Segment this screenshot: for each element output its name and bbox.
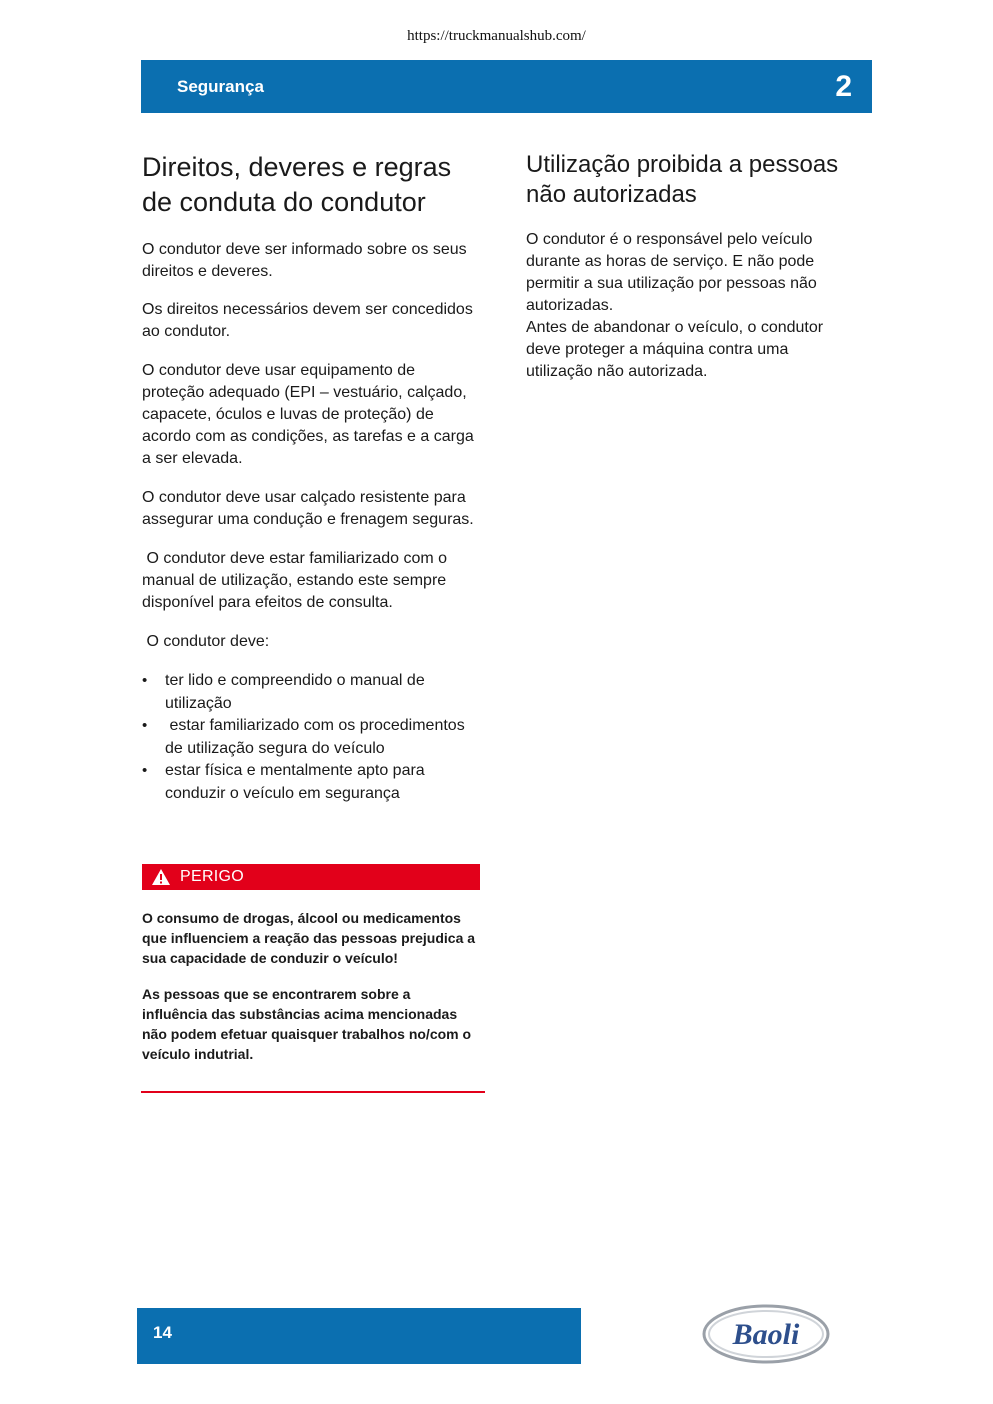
logo-text: Baoli xyxy=(732,1318,800,1351)
paragraph: O condutor deve: xyxy=(142,633,270,650)
paragraph: Os direitos necessários devem ser concedidos ao condutor. xyxy=(142,301,473,340)
paragraph: O condutor deve estar familiarizado com o manual de utilização, estando este sempre disponível para efeitos de consulta. xyxy=(142,550,452,611)
baoli-logo xyxy=(700,1302,832,1366)
danger-label: PERIGO xyxy=(180,868,245,885)
left-column-title: Direitos, deveres e regras de conduta do condutor xyxy=(142,152,452,217)
list-item: • ter lido e compreendido o manual de utilização xyxy=(142,670,477,715)
duties-list xyxy=(142,670,477,805)
section-header-bar xyxy=(141,60,872,113)
paragraph: O condutor deve usar calçado resistente para assegurar uma condução e frenagem seguras. xyxy=(142,489,474,528)
left-column xyxy=(142,150,477,805)
section-title: Segurança xyxy=(177,77,264,96)
right-column-title: Utilização proibida a pessoas não autorizadas xyxy=(526,151,839,208)
source-url: https://truckmanualshub.com/ xyxy=(407,28,586,44)
danger-divider xyxy=(141,1091,485,1093)
chapter-number: 2 xyxy=(835,70,852,103)
danger-text xyxy=(142,908,477,1064)
danger-paragraph: O consumo de drogas, álcool ou medicamentos que influenciem a reação das pessoas prejudica a sua capacidade de conduzir o veículo! xyxy=(142,910,476,966)
right-column xyxy=(526,150,846,383)
paragraph: Antes de abandonar o veículo, o condutor deve proteger a máquina contra uma utilização não autorizada. xyxy=(526,319,824,380)
paragraph: O condutor é o responsável pelo veículo durante as horas de serviço. E não pode permitir a sua utilização por pessoas não autorizadas. xyxy=(526,231,817,314)
page-number: 14 xyxy=(153,1323,172,1342)
danger-paragraph: As pessoas que se encontrarem sobre a influência das substâncias acima mencionadas não podem efetuar quaisquer trabalhos no/com o veículo indutrial. xyxy=(142,986,472,1062)
warning-triangle-icon xyxy=(151,868,171,886)
paragraph: O condutor deve ser informado sobre os seus direitos e deveres. xyxy=(142,241,467,280)
list-item: • estar física e mentalmente apto para conduzir o veículo em segurança xyxy=(142,760,477,805)
list-item: • estar familiarizado com os procedimentos de utilização segura do veículo xyxy=(142,715,477,760)
danger-banner xyxy=(142,864,480,890)
paragraph: O condutor deve usar equipamento de proteção adequado (EPI – vestuário, calçado, capacete, óculos e luvas de proteção) de acordo com as condições, as tarefas e a carga a ser elevada. xyxy=(142,362,474,467)
footer-bar xyxy=(137,1308,581,1364)
